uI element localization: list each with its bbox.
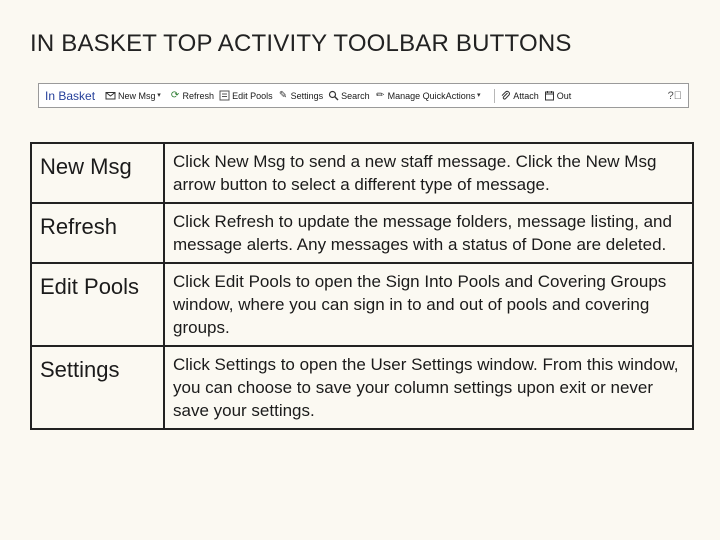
settings-label: Settings — [290, 90, 324, 101]
row-term: Refresh — [31, 203, 164, 263]
row-description: Click Settings to open the User Settings window. From this window, you can choose to save your column settings upon exit or never save your settings. — [164, 346, 693, 429]
refresh-label: Refresh — [182, 90, 215, 101]
toolbar-separator — [494, 89, 495, 103]
refresh-button[interactable] — [170, 90, 215, 101]
row-description: Click Edit Pools to open the Sign Into Pools and Covering Groups window, where you can sign in to and out of pools and covering groups. — [164, 263, 693, 346]
table-row — [31, 346, 693, 429]
out-icon — [544, 90, 555, 101]
edit-pools-button[interactable] — [219, 90, 273, 101]
row-term: Edit Pools — [31, 263, 164, 346]
search-icon — [328, 90, 339, 101]
chevron-down-icon[interactable]: ▾ — [476, 92, 481, 99]
chevron-down-icon[interactable]: ▾ — [157, 92, 161, 99]
edit-pools-icon — [219, 90, 230, 101]
in-basket-toolbar — [38, 83, 689, 108]
attach-button[interactable] — [500, 90, 539, 101]
attach-label: Attach — [513, 90, 539, 101]
new-msg-label: New Msg — [118, 90, 156, 101]
out-label: Out — [556, 90, 572, 101]
edit-pools-label: Edit Pools — [232, 90, 273, 101]
toolbar-buttons-table — [30, 142, 694, 430]
table-row — [31, 263, 693, 346]
new-msg-button[interactable] — [105, 90, 165, 101]
attach-icon — [500, 90, 511, 101]
search-button[interactable] — [328, 90, 370, 101]
settings-icon: ✎ — [278, 90, 288, 101]
new-message-icon — [105, 90, 116, 101]
row-description: Click New Msg to send a new staff message. Click the New Msg arrow button to select a different type of message. — [164, 143, 693, 203]
row-description: Click Refresh to update the message folders, message listing, and message alerts. Any messages with a status of Done are deleted. — [164, 203, 693, 263]
table-row — [31, 143, 693, 203]
row-term: New Msg — [31, 143, 164, 203]
pencil-icon: ✏ — [375, 90, 385, 101]
out-button[interactable] — [544, 90, 572, 101]
manage-quickactions-button[interactable] — [375, 90, 485, 101]
manage-quickactions-label: Manage QuickActions — [387, 90, 476, 101]
search-label: Search — [341, 90, 370, 101]
row-term: Settings — [31, 346, 164, 429]
slide-title: IN BASKET TOP ACTIVITY TOOLBAR BUTTONS — [30, 30, 572, 57]
table-row — [31, 203, 693, 263]
refresh-icon: ⟳ — [170, 90, 180, 101]
settings-button[interactable] — [278, 90, 324, 101]
help-icon[interactable]: ?⃝ — [667, 89, 682, 102]
toolbar-title: In Basket — [45, 88, 96, 103]
